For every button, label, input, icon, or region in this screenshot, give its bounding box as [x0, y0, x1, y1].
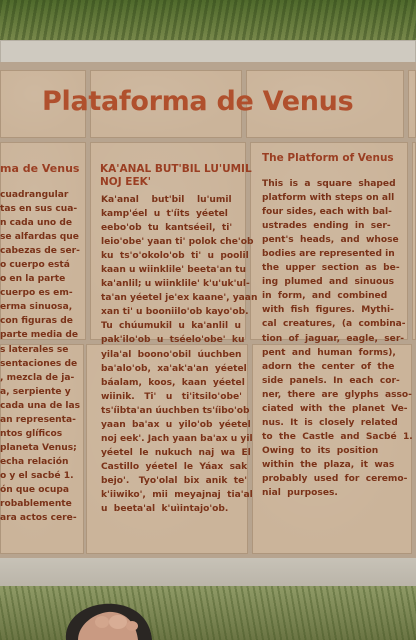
text-line: ciated with the planet Ve-: [262, 403, 408, 414]
tile: [408, 70, 416, 138]
text-line: ing plumed and sinuous: [262, 277, 395, 288]
text-line: se alfardas que: [0, 232, 79, 243]
text-line: Owing to its position: [262, 445, 379, 456]
text-line: pent and human forms),: [262, 347, 396, 358]
sandal-foot: [62, 600, 154, 640]
text-line: Tu chúumukil u ka'anlil u: [101, 321, 241, 332]
text-line: nial purposes.: [262, 488, 338, 499]
text-line: tas en sus cua-: [0, 204, 78, 215]
text-line: ba'alo'ob, xa'ak'a'an yéetel: [101, 363, 247, 374]
text-line: sentaciones de: [0, 358, 78, 369]
text-line: k'iiwiko', mii meyajnaj tia'al: [101, 489, 253, 500]
text-line: Ka'anal but'bil lu'umil: [101, 195, 232, 205]
text-line: a, serpiente y: [0, 386, 71, 397]
text-line: ara actos cere-: [0, 513, 77, 524]
text-line: within the plaza, it was: [262, 459, 395, 470]
english-heading: The Platform of Venus: [262, 152, 394, 164]
text-line: planeta Venus;: [0, 442, 77, 453]
text-line: leio'obe' yaan ti' polok che'ob: [101, 237, 254, 248]
text-line: n cada uno de: [0, 218, 73, 229]
text-line: cuerpo es em-: [0, 288, 73, 299]
text-line: yila'al boono'obil úuchben: [101, 349, 242, 360]
text-line: in form, and combined: [262, 291, 388, 302]
text-line: side panels. In each cor-: [262, 375, 400, 386]
text-line: This is a square shaped: [262, 179, 396, 189]
text-line: kamp'éel u t'íits yéetel: [101, 209, 228, 220]
text-line: o y el sacbé 1.: [0, 470, 74, 481]
text-line: four sides, each with bal-: [262, 207, 392, 218]
text-line: ka'anlil; u wiinklile' k'u'uk'ul-: [101, 279, 250, 290]
text-line: , mezcla de ja-: [0, 372, 75, 383]
text-line: con figuras de: [0, 316, 73, 327]
text-line: an representa-: [0, 414, 76, 425]
text-line: Castillo yéetel le Yáax sak: [101, 461, 248, 472]
text-line: cabezas de ser-: [0, 246, 80, 257]
mayan-heading: KA'ANAL BUT'BIL LU'UMIL NOJ EEK': [100, 163, 252, 188]
stone-curb-bottom: [0, 556, 416, 590]
text-line: parte media de: [0, 330, 79, 341]
spanish-text: [0, 188, 88, 525]
text-line: o en la parte: [0, 274, 66, 285]
text-line: pent's heads, and whose: [262, 235, 399, 246]
english-text: [262, 177, 413, 500]
text-line: ón que ocupa: [0, 484, 69, 495]
text-line: ta'an yéetel je'ex kaane', yaan: [101, 293, 258, 304]
text-line: yéetel le nukuch naj wa El: [101, 447, 251, 458]
text-line: probably used for ceremo-: [262, 473, 408, 484]
text-line: robablemente: [0, 499, 72, 510]
spanish-heading: ma de Venus: [0, 162, 80, 175]
text-line: ner, there are glyphs asso-: [262, 389, 412, 400]
text-line: kaan u wiinklile' beeta'an tu: [101, 265, 246, 276]
text-line: s laterales se: [0, 344, 69, 355]
text-line: o cuerpo está: [0, 260, 70, 271]
text-line: with fish figures. Mythi-: [262, 305, 394, 316]
text-line: adorn the center of the: [262, 361, 395, 372]
text-line: xan ti' u booniilo'ob kayo'ob.: [101, 307, 249, 318]
text-line: cada una de las: [0, 400, 81, 411]
text-line: ts'íibta'an úuchben ts'íibo'ob: [101, 405, 250, 416]
sign-title: Plataforma de Venus: [42, 86, 354, 117]
text-line: wiinik. Ti' u ti'itsilo'obe': [101, 391, 242, 402]
text-line: noj eek'. Jach yaan ba'ax u yil: [101, 433, 253, 444]
text-line: ustrades ending in ser-: [262, 221, 391, 232]
text-line: ntos glíficos: [0, 428, 63, 439]
text-line: tion of jaguar, eagle, ser-: [262, 333, 405, 344]
mayan-text: [101, 193, 257, 516]
text-line: to the Castle and Sacbé 1.: [262, 431, 413, 442]
text-line: bodies are represented in: [262, 249, 395, 260]
text-line: nus. It is closely related: [262, 417, 398, 428]
text-line: cal creatures, (a combina-: [262, 319, 406, 330]
text-line: cuadrangular: [0, 190, 69, 200]
text-line: ku ts'o'okolo'ob ti' u poolil: [101, 251, 249, 262]
text-line: echa relación: [0, 456, 69, 467]
text-line: yaan ba'ax u yilo'ob yéetel: [101, 419, 251, 430]
text-line: eebo'ob tu kantséeil, ti': [101, 223, 233, 234]
text-line: the upper section as be-: [262, 263, 400, 274]
text-line: u beeta'al k'uìintajo'ob.: [101, 504, 229, 515]
text-line: bejo'. Tyo'olal bix anik te': [101, 475, 248, 486]
text-line: platform with steps on all: [262, 193, 395, 204]
text-line: erma sinuosa,: [0, 302, 73, 313]
text-line: pak'ilo'ob u tséelo'obe' ku: [101, 335, 245, 346]
text-line: báalam, koos, kaan yéetel: [101, 377, 245, 388]
